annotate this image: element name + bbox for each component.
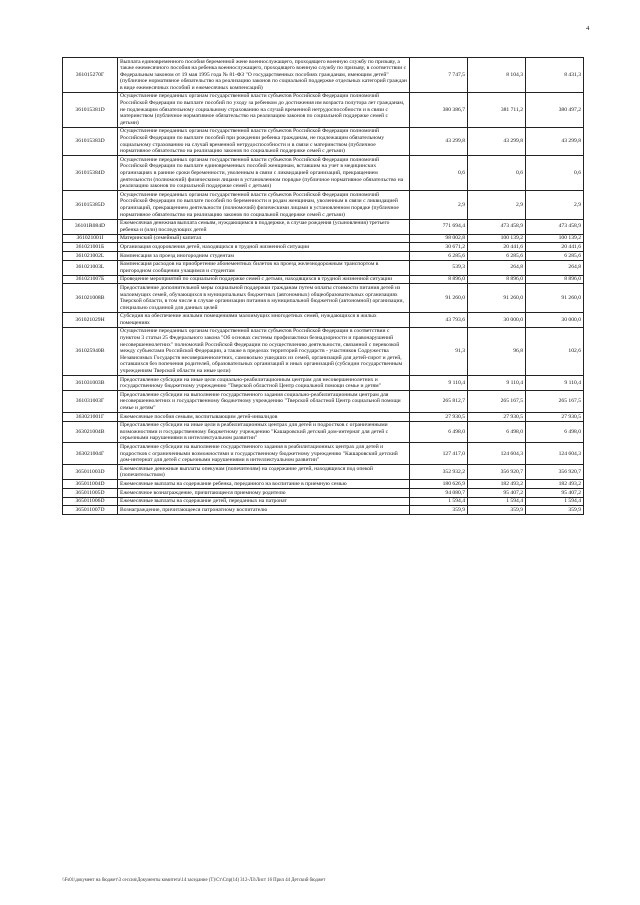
table-row <box>63 260 584 275</box>
table-row <box>63 489 584 498</box>
row-value-2019: 6 285,6 <box>410 252 468 261</box>
table-row <box>63 127 584 155</box>
table-row <box>63 497 584 506</box>
table-row <box>63 391 584 413</box>
row-value-2021: 0,6 <box>526 156 584 191</box>
table-row <box>63 92 584 127</box>
row-code: 361021008B <box>63 284 118 312</box>
row-value-2021: 359,9 <box>526 506 584 515</box>
budget-table <box>62 57 584 515</box>
row-value-2020: 20 441,6 <box>468 243 526 252</box>
row-description: Компенсация расходов на приобретение абонементных билетов на проезд железнодорожным транспортом в пригородном сообщении учащимся и студентам <box>118 260 410 275</box>
row-description: Осуществление переданных органам государственной власти субъектов Российской Федерации в соответствии с пунктом 3 статьи 25 Федерального закона "Об основах системы профилактики безнадзорности и правонарушений несовершеннолетних" полномочий Российской Федерации по осуществлению деятельности, связанной с перевозкой между субъектами Российской Федерации, а также в пределах территорий государств - участников Содружества Независимых Государств несовершеннолетних, самовольно ушедших из семей, организаций для детей-сирот и детей, оставшихся без попечения родителей, образовательных организаций и иных организаций (субсидии государственным учреждениям Тверской области на иные цели) <box>118 327 410 375</box>
row-value-2019: 265 812,7 <box>410 391 468 413</box>
table-row <box>63 376 584 391</box>
row-code: 361031003Г <box>63 391 118 413</box>
row-value-2020: 8 896,0 <box>468 275 526 284</box>
row-value-2020: 0,6 <box>468 156 526 191</box>
row-code: 361015384D <box>63 156 118 191</box>
row-value-2021: 380 497,2 <box>526 92 584 127</box>
table-row <box>63 219 584 234</box>
row-code: 365011006D <box>63 497 118 506</box>
table-row <box>63 312 584 327</box>
row-value-2021: 1 594,4 <box>526 497 584 506</box>
row-value-2021: 91 260,0 <box>526 284 584 312</box>
row-description: Предоставление субсидии на иные цели социально-реабилитационным центрам для несовершеннолетних и государственному бюджетному учреждению "Тверской областной Центр социальной помощи семье и детям" <box>118 376 410 391</box>
row-value-2021: 124 604,3 <box>526 443 584 465</box>
row-code: 365011007D <box>63 506 118 515</box>
table-row <box>63 465 584 480</box>
row-value-2019: 43 793,6 <box>410 312 468 327</box>
table-row <box>63 413 584 422</box>
row-value-2019: 771 694,4 <box>410 219 468 234</box>
row-value-2021: 8 896,0 <box>526 275 584 284</box>
row-description: Вознаграждение, причитающееся патронатному воспитателю <box>118 506 410 515</box>
row-value-2020: 124 604,3 <box>468 443 526 465</box>
row-value-2021: 43 299,8 <box>526 127 584 155</box>
row-value-2021: 27 930,5 <box>526 413 584 422</box>
row-code: 361015385D <box>63 191 118 219</box>
row-description: Осуществление переданных органам государственной власти субъектов Российской Федерации полномочий Российской Федерации по выплате пособий по беременности и родам женщинам, уволенным в связи с ликвидацией организаций, прекращением деятельности (полномочий) физическими лицами в установленном порядке (публичное нормативное обязательство на реализацию законов по социальной поддержке семей с детьми) <box>118 191 410 219</box>
row-value-2021: 9 110,4 <box>526 376 584 391</box>
row-code: 363021004Г <box>63 443 118 465</box>
row-value-2021: 30 000,0 <box>526 312 584 327</box>
row-value-2020: 43 299,8 <box>468 127 526 155</box>
table-row <box>63 327 584 375</box>
row-value-2020: 182 493,2 <box>468 480 526 489</box>
row-value-2020: 95 407,2 <box>468 489 526 498</box>
row-value-2020: 96,8 <box>468 327 526 375</box>
table-row <box>63 421 584 443</box>
row-code: 365011004D <box>63 480 118 489</box>
row-description: Субсидия на обеспечение жилыми помещениями малоимущих многодетных семей, нуждающихся в жилых помещениях <box>118 312 410 327</box>
row-code: 36101R084D <box>63 219 118 234</box>
row-code: 361025940В <box>63 327 118 375</box>
row-value-2019: 1 594,4 <box>410 497 468 506</box>
row-value-2020: 356 920,7 <box>468 465 526 480</box>
row-value-2021: 473 458,9 <box>526 219 584 234</box>
row-description: Ежемесячные выплаты на содержание детей, переданных на патронат <box>118 497 410 506</box>
row-value-2020: 6 285,6 <box>468 252 526 261</box>
row-value-2019: 43 299,8 <box>410 127 468 155</box>
row-code: 363021001Г <box>63 413 118 422</box>
row-value-2020: 265 167,5 <box>468 391 526 413</box>
row-value-2021: 6 498,0 <box>526 421 584 443</box>
table-row <box>63 443 584 465</box>
row-value-2020: 381 711,2 <box>468 92 526 127</box>
row-value-2019: 127 417,0 <box>410 443 468 465</box>
row-value-2021: 102,6 <box>526 327 584 375</box>
row-value-2021: 264,8 <box>526 260 584 275</box>
table-row <box>63 284 584 312</box>
row-description: Ежемесячные пособия семьям, воспитывающим детей-инвалидов <box>118 413 410 422</box>
row-code: 361021001I <box>63 234 118 243</box>
row-value-2021: 2,9 <box>526 191 584 219</box>
row-code: 361021002L <box>63 252 118 261</box>
row-description: Предоставление дополнительной меры социальной поддержки гражданам путем оплаты стоимости питания детей из малоимущих семей, обучающихся в муниципальных бюджетных (автономных) общеобразовательных организациях Тверской области, в том числе в случае организации питания в муниципальной бюджетной (автономной) организации, специально созданной для данных целей <box>118 284 410 312</box>
table-row <box>63 58 584 93</box>
row-description: Ежемесячная денежная выплата семьям, нуждающимся в поддержке, в случае рождения (усыновления) третьего ребенка и (или) последующих детей <box>118 219 410 234</box>
row-value-2019: 91 260,0 <box>410 284 468 312</box>
page-number: 4 <box>586 25 590 32</box>
row-value-2019: 30 671,2 <box>410 243 468 252</box>
row-code: 361015381D <box>63 92 118 127</box>
table-row <box>63 234 584 243</box>
row-value-2020: 91 260,0 <box>468 284 526 312</box>
row-value-2019: 27 930,5 <box>410 413 468 422</box>
row-value-2019: 539,3 <box>410 260 468 275</box>
row-description: Предоставление субсидии на выполнение государственного задания в реабилитационных центрах для детей и подростков с ограниченными возможностями и государственному бюджетному учреждению "Кашаровский детский дом-интернат для детей с серьезными нарушениями в интеллектуальном развитии" <box>118 443 410 465</box>
row-code: 365011003D <box>63 465 118 480</box>
footer-file-path: \\Fs01\документ на бюджет\3 сессия\Документы комитета\14 заседание (T)\Ст\Спр(14) 312-ЛЗ\Лист 16 Прил 44 Детский бюджет <box>62 878 326 883</box>
row-value-2019: 6 498,0 <box>410 421 468 443</box>
row-description: Проведение мероприятий по социальной поддержке семей с детьми, находящихся в трудной жизненной ситуации <box>118 275 410 284</box>
row-code: 365011005D <box>63 489 118 498</box>
row-value-2020: 30 000,0 <box>468 312 526 327</box>
row-code: 361021003L <box>63 260 118 275</box>
row-value-2019: 9 110,4 <box>410 376 468 391</box>
row-value-2019: 91,3 <box>410 327 468 375</box>
row-value-2020: 1 594,4 <box>468 497 526 506</box>
row-value-2019: 0,6 <box>410 156 468 191</box>
row-code: 361021007Б <box>63 275 118 284</box>
table-row <box>63 252 584 261</box>
row-description: Осуществление переданных органам государственной власти субъектов Российской Федерации полномочий Российской Федерации по выплате пособий при рождении ребенка гражданам, не подлежащим обязательному социальному страхованию на случай временной нетрудоспособности и в связи с материнством (публичное нормативное обязательство на реализацию законов по социальной поддержке семей с детьми) <box>118 127 410 155</box>
row-value-2019: 180 626,9 <box>410 480 468 489</box>
row-value-2019: 380 386,7 <box>410 92 468 127</box>
row-description: Предоставление субсидии на выполнение государственного задания социально-реабилитационным центрам для несовершеннолетних и государственному бюджетному учреждению "Тверской областной Центр социальной помощи семье и детям" <box>118 391 410 413</box>
row-value-2020: 9 110,4 <box>468 376 526 391</box>
row-value-2021: 182 493,2 <box>526 480 584 489</box>
row-code: 363021004В <box>63 421 118 443</box>
row-code: 361021001Б <box>63 243 118 252</box>
row-value-2020: 359,9 <box>468 506 526 515</box>
row-code: 361021029Н <box>63 312 118 327</box>
row-description: Компенсация за проезд иногородним студентам <box>118 252 410 261</box>
table-row <box>63 156 584 191</box>
table-row <box>63 480 584 489</box>
row-code: 361015383D <box>63 127 118 155</box>
row-description: Ежемесячные денежные выплаты опекунам (попечителям) на содержание детей, находящихся под опекой (попечительством) <box>118 465 410 480</box>
row-value-2019: 2,9 <box>410 191 468 219</box>
table-row <box>63 243 584 252</box>
row-description: Осуществление переданных органам государственной власти субъектов Российской Федерации полномочий Российской Федерации по выплате единовременных пособий женщинам, вставшим на учет в медицинских организациях в ранние сроки беременности, уволенным в связи с ликвидацией организаций, прекращением деятельности (полномочий) физическими лицами в установленном порядке (публичное нормативное обязательство на реализацию законов по социальной поддержке семей с детьми) <box>118 156 410 191</box>
row-value-2021: 6 285,6 <box>526 252 584 261</box>
row-description: Организация оздоровления детей, находящихся в трудной жизненной ситуации <box>118 243 410 252</box>
row-value-2019: 352 932,2 <box>410 465 468 480</box>
row-value-2021: 95 407,2 <box>526 489 584 498</box>
row-code: 361031003В <box>63 376 118 391</box>
row-value-2020: 2,9 <box>468 191 526 219</box>
row-value-2020: 6 498,0 <box>468 421 526 443</box>
table-row <box>63 506 584 515</box>
row-value-2021: 20 441,6 <box>526 243 584 252</box>
row-description: Ежемесячные выплаты на содержание ребенка, переданного на воспитание в приемную семью <box>118 480 410 489</box>
table-row <box>63 275 584 284</box>
row-value-2019: 94 080,7 <box>410 489 468 498</box>
row-description: Ежемесячное вознаграждение, причитающееся приемному родителю <box>118 489 410 498</box>
row-description: Выплата единовременного пособия беременной жене военнослужащего, проходящего военную службу по призыву, а также ежемесячного пособия на ребенка военнослужащего, проходящего военную службу по призыву, в соответствии с Федеральным законом от 19 мая 1995 года № 81-ФЗ "О государственных пособиях гражданам, имеющим детей" (публичное нормативное обязательство на реализацию законов по социальной поддержке отдельных категорий граждан в виде ежемесячных пособий и ежемесячных компенсаций) <box>118 58 410 93</box>
row-value-2019: 359,9 <box>410 506 468 515</box>
row-value-2020: 27 930,5 <box>468 413 526 422</box>
row-value-2021: 356 920,7 <box>526 465 584 480</box>
row-value-2019: 8 896,0 <box>410 275 468 284</box>
row-value-2019: 98 002,8 <box>410 234 468 243</box>
row-value-2020: 100 139,2 <box>468 234 526 243</box>
row-value-2020: 264,8 <box>468 260 526 275</box>
row-value-2020: 8 104,3 <box>468 58 526 93</box>
row-value-2021: 8 431,3 <box>526 58 584 93</box>
row-value-2020: 473 458,9 <box>468 219 526 234</box>
row-description: Предоставление субсидии на иные цели в реабилитационных центрах для детей и подростков с ограниченными возможностями и государственному бюджетному учреждению "Кашаровский детский дом-интернат для детей с серьезными нарушениями в интеллектуальном развитии" <box>118 421 410 443</box>
table-row <box>63 191 584 219</box>
row-value-2021: 265 167,5 <box>526 391 584 413</box>
row-description: Осуществление переданных органам государственной власти субъектов Российской Федерации полномочий Российской Федерации по выплате пособий по уходу за ребенком до достижения им возраста полутора лет гражданам, не подлежащим обязательному социальному страхованию на случай временной нетрудоспособности и в связи с материнством (публичное нормативное обязательство на реализацию законов по социальной поддержке семей с детьми) <box>118 92 410 127</box>
row-code: 361015270Г <box>63 58 118 93</box>
row-value-2019: 7 747,5 <box>410 58 468 93</box>
row-description: Материнский (семейный) капитал <box>118 234 410 243</box>
row-value-2021: 100 139,2 <box>526 234 584 243</box>
